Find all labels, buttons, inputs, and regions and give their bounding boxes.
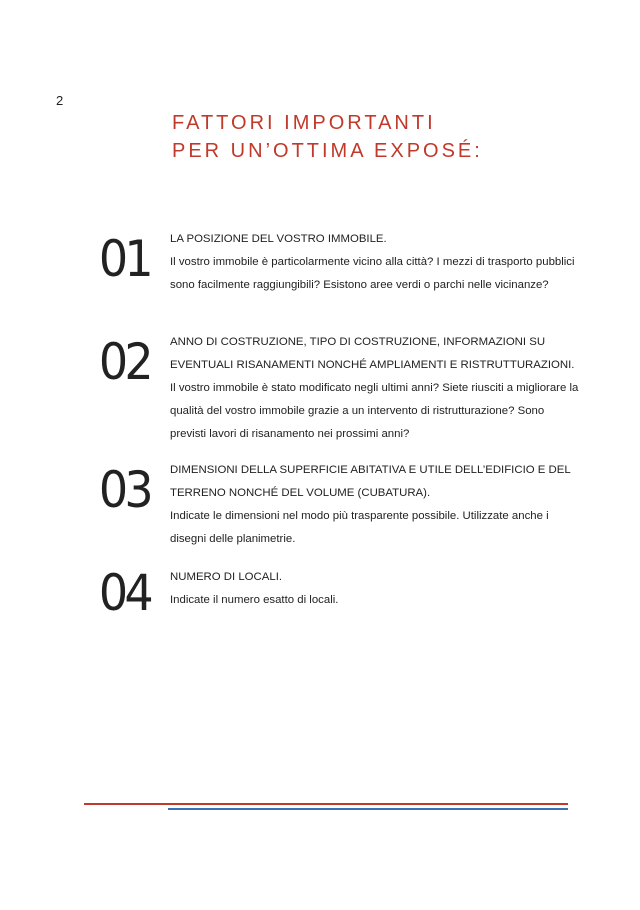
item-text	[170, 566, 580, 612]
page-title	[172, 109, 483, 165]
item-body: Indicate le dimensioni nel modo più trasparente possibile. Utilizzate anche i disegni delle planimetrie.	[170, 510, 549, 545]
item-heading: LA POSIZIONE DEL VOSTRO IMMOBILE.	[170, 233, 387, 245]
item-number: 03	[98, 461, 150, 519]
item-body: Il vostro immobile è stato modificato negli ultimi anni? Siete riusciti a migliorare la qualità del vostro immobile grazie a un intervento di ristrutturazione? Sono previsti lavori di risanamento nei prossimi anni?	[170, 382, 579, 440]
page-title-line-2: PER UN’OTTIMA EXPOSÉ:	[172, 140, 483, 163]
item-heading: DIMENSIONI DELLA SUPERFICIE ABITATIVA E UTILE DELL’EDIFICIO E DEL TERRENO NONCHÉ DEL VOLUME (CUBATURA).	[170, 464, 571, 499]
item-heading: ANNO DI COSTRUZIONE, TIPO DI COSTRUZIONE, INFORMAZIONI SU EVENTUALI RISANAMENTI NONCHÉ AMPLIAMENTI E RISTRUTTURAZIONI.	[170, 336, 575, 371]
item-number: 01	[98, 230, 150, 288]
item-number: 04	[98, 564, 150, 622]
item-body: Indicate il numero esatto di locali.	[170, 594, 339, 606]
item-heading: NUMERO DI LOCALI.	[170, 571, 283, 583]
item-text	[170, 331, 580, 446]
page-number: 2	[56, 93, 64, 108]
page-title-line-1: FATTORI IMPORTANTI	[172, 112, 436, 135]
item-number: 02	[98, 333, 150, 391]
item-text	[170, 228, 580, 297]
item-body: Il vostro immobile è particolarmente vicino alla città? I mezzi di trasporto pubblici sono facilmente raggiungibili? Esistono aree verdi o parchi nelle vicinanze?	[170, 256, 575, 291]
footer-rule-blue	[168, 808, 568, 810]
footer-rule-red	[84, 803, 568, 805]
item-text	[170, 459, 580, 551]
